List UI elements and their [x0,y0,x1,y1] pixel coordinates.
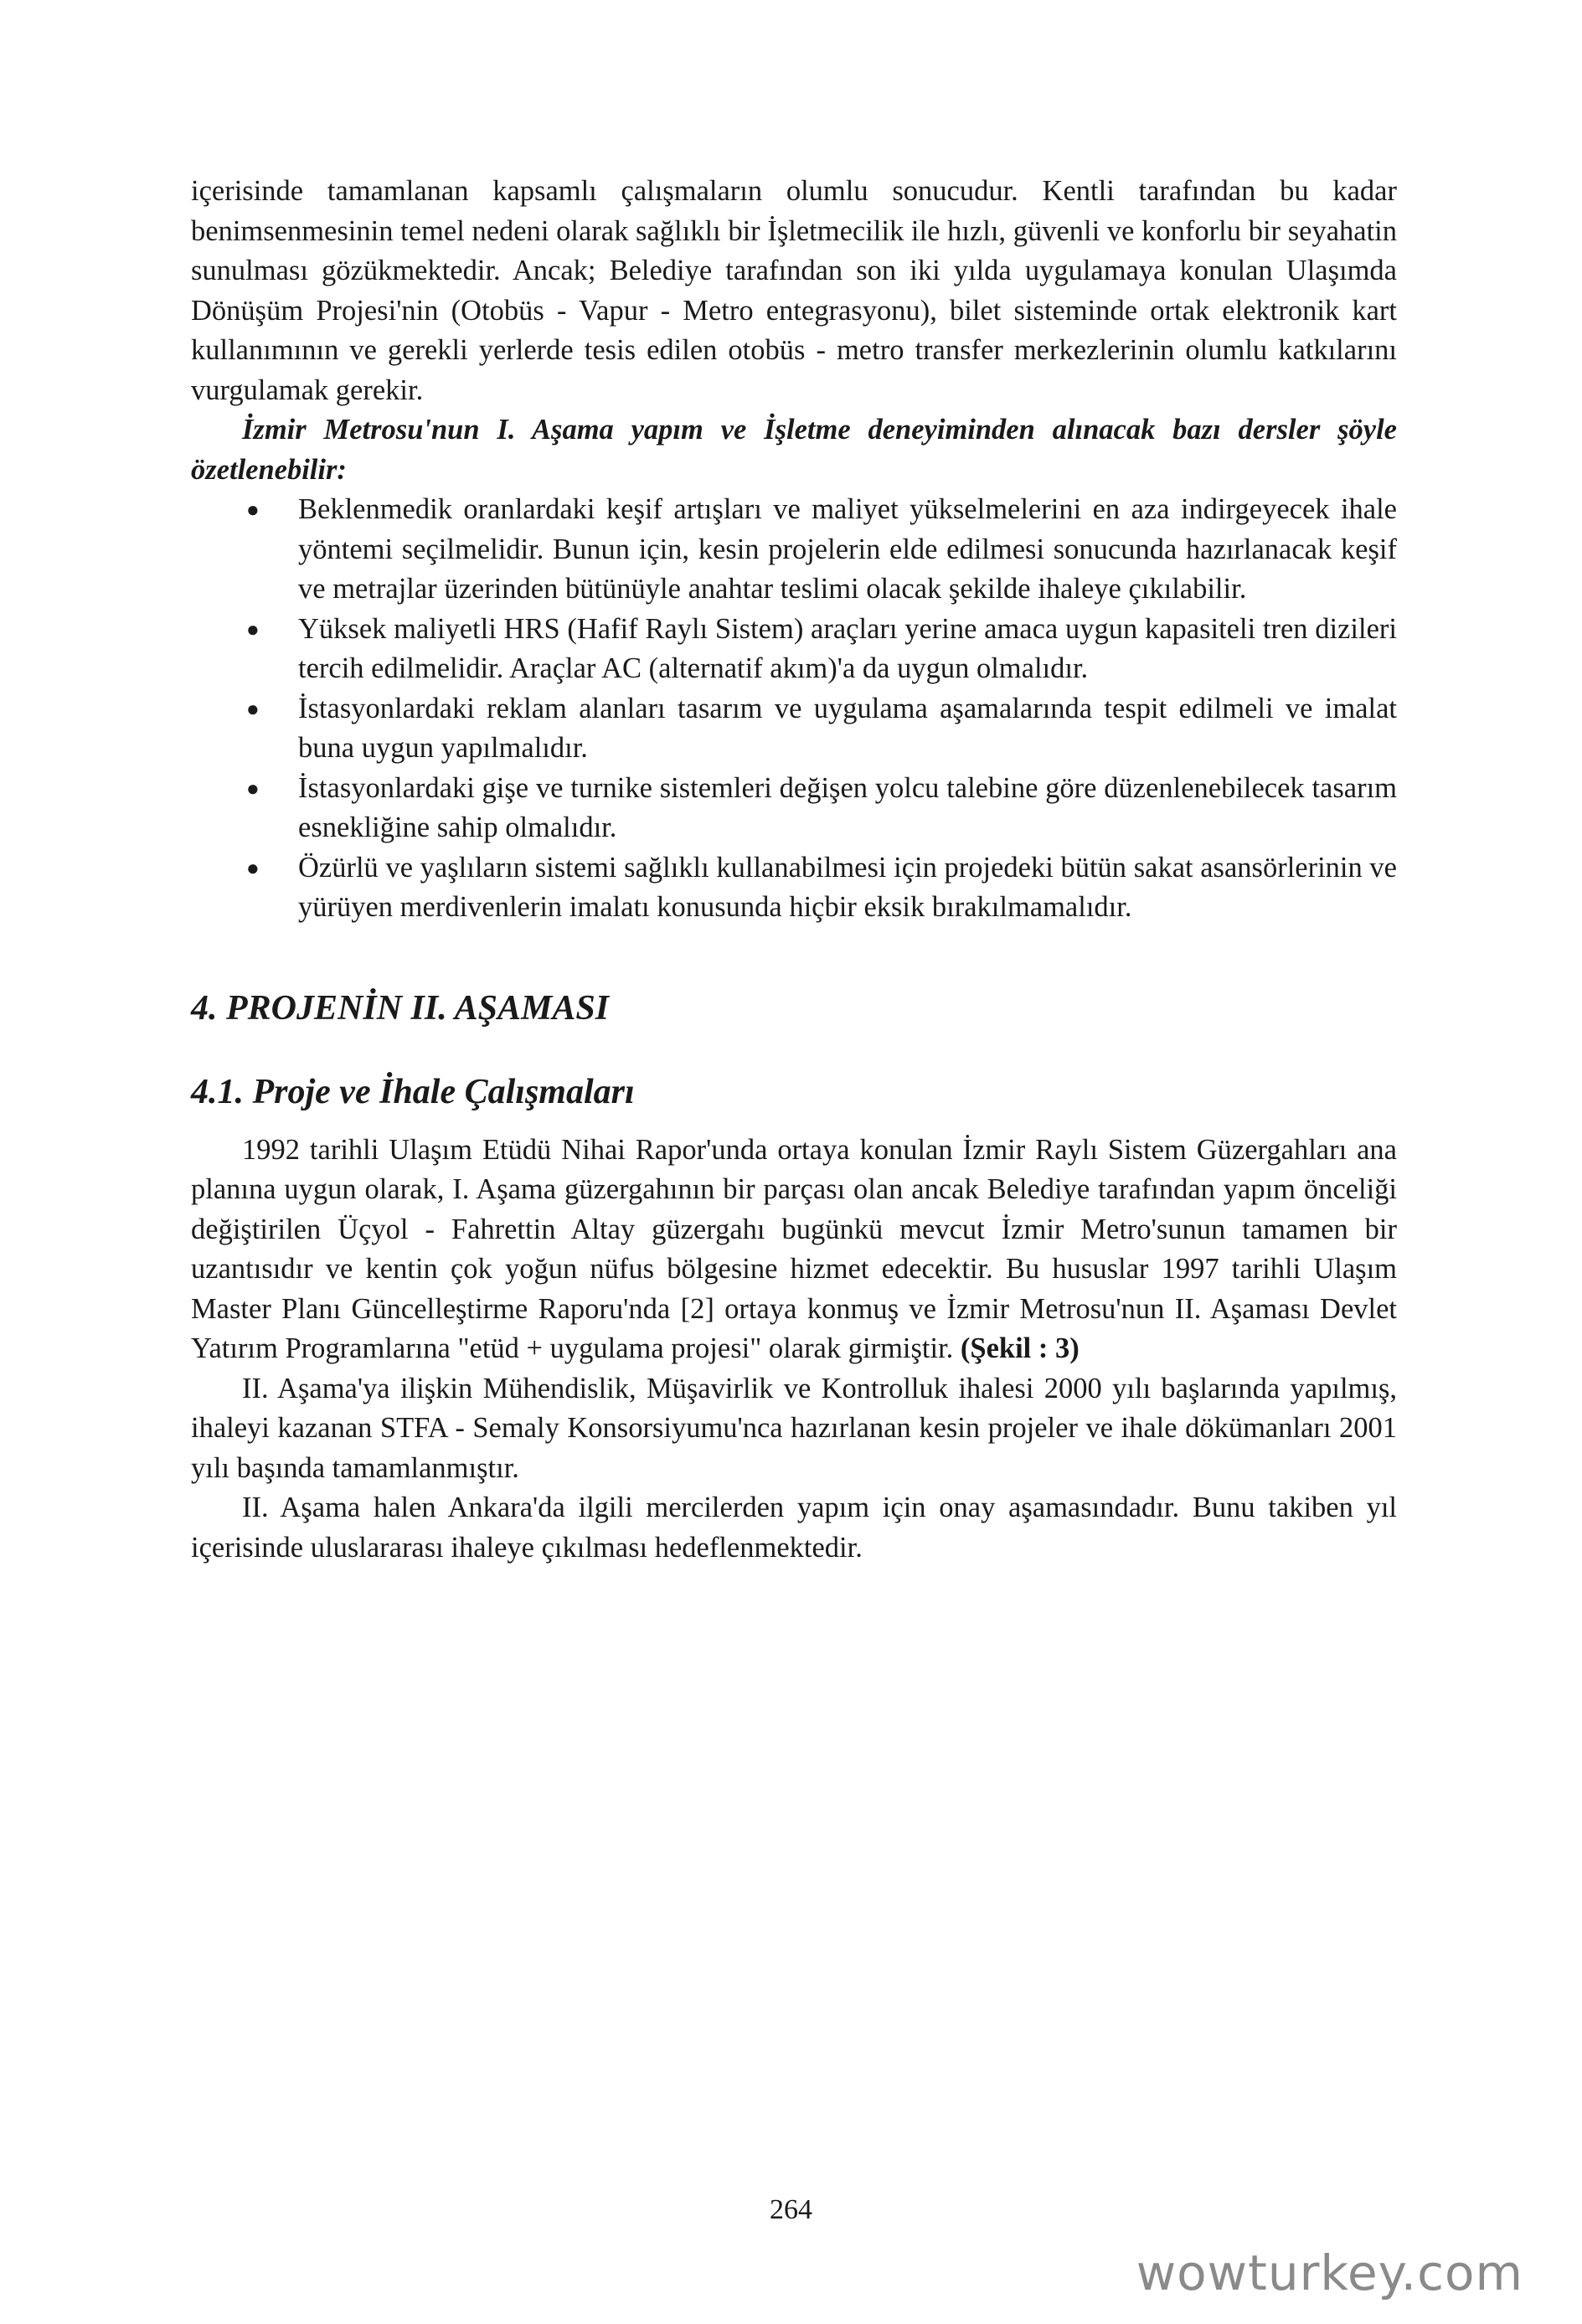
subsection-heading: 4.1. Proje ve İhale Çalışmaları [191,1072,635,1111]
bullet-icon: ● [246,696,260,721]
section-heading: 4. PROJENİN II. AŞAMASI [191,988,610,1028]
body-paragraph-3: II. Aşama halen Ankara'da ilgili mercilerden yapım için onay aşamasındadır. Bunu takiben yıl içerisinde uluslararası ihaleye çıkılması hedeflenmektedir. [191,1492,1397,1564]
list-item [191,769,1397,848]
watermark: wowturkey.com [1136,2244,1523,2301]
body-paragraph-2: II. Aşama'ya ilişkin Mühendislik, Müşavirlik ve Kontrolluk ihalesi 2000 yılı başlarında yapılmış, ihaleyi kazanan STFA - Semaly Konsorsiyumu'nca hazırlanan kesin projeler ve ihale dökümanları 2001 yılı başında tamamlanmıştır. [191,1372,1397,1484]
body-paragraph-1 [191,1131,1397,1369]
intro-paragraph: içerisinde tamamlanan kapsamlı çalışmaların olumlu sonucudur. Kentli tarafından bu kadar benimsenmesinin temel nedeni olarak sağlıklı bir İşletmecilik ile hızlı, güvenli ve konforlu bir seyahatin sunulması gözükmektedir. Ancak; Belediye tarafından son iki yılda uygulamaya konulan Ulaşımda Dönüşüm Projesi'nin (Otobüs - Vapur - Metro entegrasyonu), bilet sisteminde ortak elektronik kart kullanımının ve gerekli yerlerde tesis edilen otobüs - metro transfer merkezlerinin olumlu katkılarını vurgulamak gerekir. [191,175,1397,406]
bullet-icon: ● [246,497,260,522]
list-item [191,490,1397,610]
page-number: 264 [770,2194,812,2225]
figure-reference: (Şekil : 3) [960,1332,1080,1364]
bullet-icon: ● [246,855,260,880]
lessons-lead: İzmir Metrosu'nun I. Aşama yapım ve İşletme deneyiminden alınacak bazı dersler şöyle özetlenebilir: [191,414,1397,486]
list-item [191,689,1397,769]
list-item-text: Yüksek maliyetli HRS (Hafif Raylı Sistem) araçları yerine amaca uygun kapasiteli tren dizileri tercih edilmelidir. Araçlar AC (alternatif akım)'a da uygun olmalıdır. [298,612,1397,684]
bullet-icon: ● [246,616,260,642]
bullet-icon: ● [246,776,260,801]
paragraph-text: 1992 tarihli Ulaşım Etüdü Nihai Rapor'unda ortaya konulan İzmir Raylı Sistem Güzergahları ana planına uygun olarak, I. Aşama güzergahının bir parçası olan ancak Belediye tarafından yapım önceliği değiştirilen Üçyol - Fahrettin Altay güzergahı bugünkü mevcut İzmir Metro'sunun tamamen bir uzantısıdır ve kentin çok yoğun nüfus bölgesine hizmet edecektir. Bu hususlar 1997 tarihli Ulaşım Master Planı Güncelleştirme Raporu'nda [2] ortaya konmuş ve İzmir Metrosu'nun II. Aşaması Devlet Yatırım Programlarına "etüd + uygulama projesi" olarak girmiştir. [191,1133,1397,1364]
list-item [191,610,1397,689]
list-item-text: Özürlü ve yaşlıların sistemi sağlıklı kullanabilmesi için projedeki bütün sakat asansörlerinin ve yürüyen merdivenlerin imalatı konusunda hiçbir eksik bırakılmamalıdır. [298,851,1397,923]
list-item-text: İstasyonlardaki reklam alanları tasarım ve uygulama aşamalarında tespit edilmeli ve imalat buna uygun yapılmalıdır. [298,692,1397,764]
list-item [191,848,1397,928]
page-body [191,172,1397,1568]
list-item-text: Beklenmedik oranlardaki keşif artışları ve maliyet yükselmelerini en aza indirgeyecek ihale yöntemi seçilmelidir. Bunun için, kesin projelerin elde edilmesi sonucunda hazırlanacak keşif ve metrajlar üzerinden bütünüyle anahtar teslimi olacak şekilde ihaleye çıkılabilir. [298,493,1397,605]
lessons-list [191,490,1397,928]
list-item-text: İstasyonlardaki gişe ve turnike sistemleri değişen yolcu talebine göre düzenlenebilecek tasarım esnekliğine sahip olmalıdır. [298,771,1397,843]
